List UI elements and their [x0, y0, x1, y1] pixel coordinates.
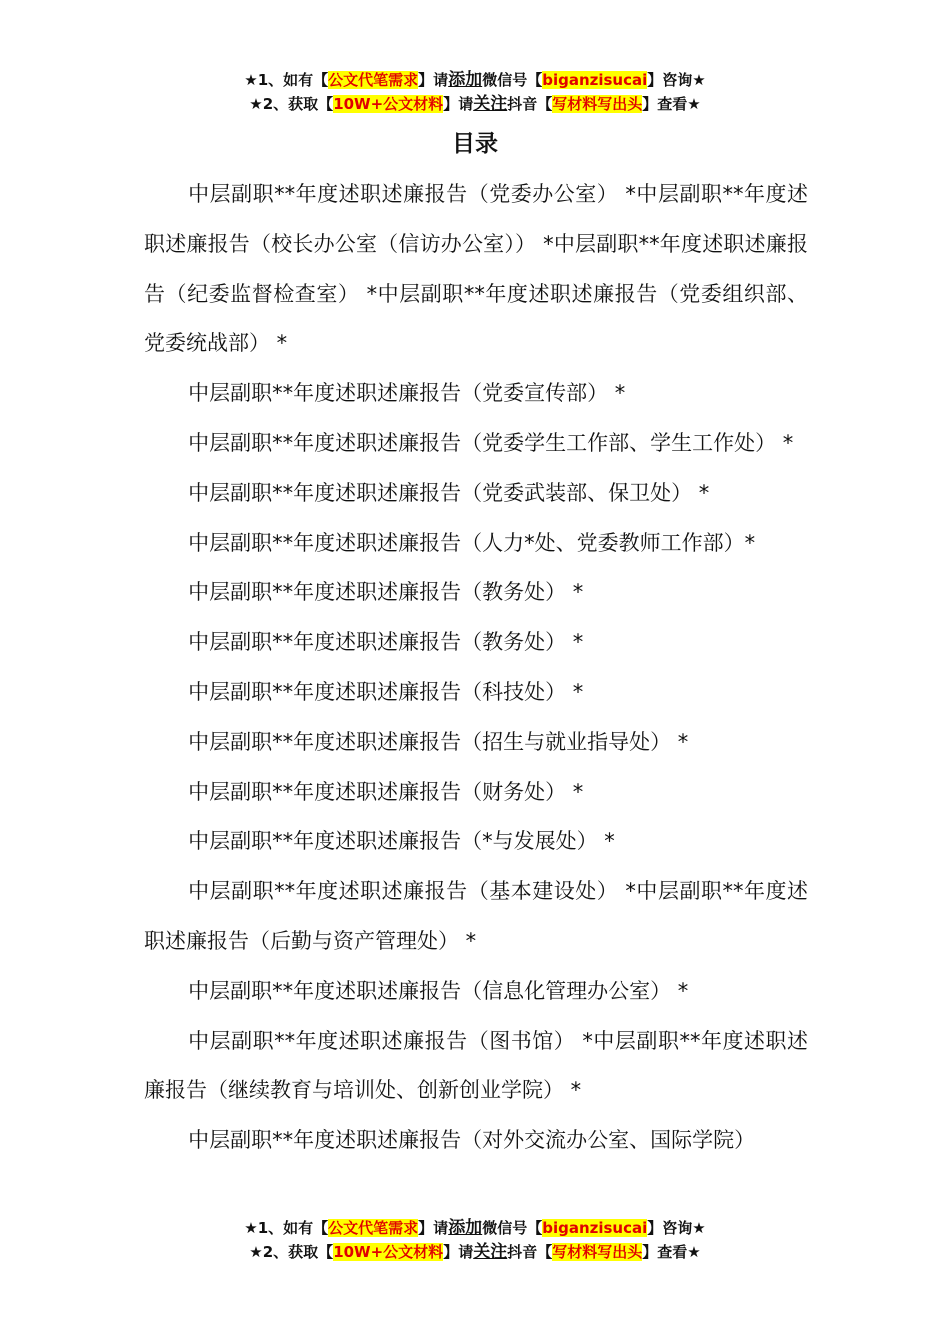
highlight-service: 公文代笔需求 [328, 1219, 419, 1237]
promo-banner-top [0, 68, 950, 116]
toc-paragraph: 中层副职**年度述职述廉报告（教务处） * [188, 630, 584, 655]
toc-paragraph: 中层副职**年度述职述廉报告（*与发展处） * [188, 829, 615, 854]
promo-line-1: ★1、如有【公文代笔需求】请添加微信号【biganzisucai】咨询★ [244, 70, 706, 90]
toc-body [144, 170, 808, 1166]
toc-paragraph: 中层副职**年度述职述廉报告（党委宣传部） * [188, 381, 626, 406]
promo-line-1: ★1、如有【公文代笔需求】请添加微信号【biganzisucai】咨询★ [244, 1218, 706, 1238]
highlight-wechat-id: biganzisucai [542, 71, 648, 89]
toc-paragraph: 中层副职**年度述职述廉报告（信息化管理办公室） * [188, 978, 689, 1003]
toc-paragraph: 中层副职**年度述职述廉报告（党委学生工作部、学生工作处） * [188, 430, 794, 455]
toc-paragraph: 中层副职**年度述职述廉报告（财务处） * [188, 779, 584, 804]
highlight-materials: 10W+公文材料 [333, 1243, 444, 1261]
promo-banner-bottom [0, 1216, 950, 1264]
toc-paragraph: 中层副职**年度述职述廉报告（教务处） * [188, 580, 584, 605]
toc-paragraph: 中层副职**年度述职述廉报告（党委武装部、保卫处） * [188, 480, 710, 505]
promo-line-2: ★2、获取【10W+公文材料】请关注抖音【写材料写出头】查看★ [249, 1242, 701, 1262]
toc-paragraph: 中层副职**年度述职述廉报告（基本建设处） *中层副职**年度述职述廉报告（后勤与资产管理处） * [144, 879, 808, 953]
toc-paragraph: 中层副职**年度述职述廉报告（人力*处、党委教师工作部）* [188, 530, 756, 555]
toc-paragraph: 中层副职**年度述职述廉报告（对外交流办公室、国际学院） [188, 1128, 756, 1153]
toc-paragraph: 中层副职**年度述职述廉报告（科技处） * [188, 679, 584, 704]
toc-paragraph: 中层副职**年度述职述廉报告（招生与就业指导处） * [188, 729, 689, 754]
highlight-service: 公文代笔需求 [328, 71, 419, 89]
highlight-douyin-id: 写材料写出头 [552, 1243, 643, 1261]
page-title: 目录 [452, 131, 498, 157]
highlight-wechat-id: biganzisucai [542, 1219, 648, 1237]
highlight-douyin-id: 写材料写出头 [552, 95, 643, 113]
highlight-materials: 10W+公文材料 [333, 95, 444, 113]
toc-paragraph: 中层副职**年度述职述廉报告（党委办公室） *中层副职**年度述职述廉报告（校长办公室（信访办公室）） *中层副职**年度述职述廉报告（纪委监督检查室） *中层副职**年度述职述廉报告（党委组织部、党委统战部） * [144, 182, 808, 356]
promo-line-2: ★2、获取【10W+公文材料】请关注抖音【写材料写出头】查看★ [249, 94, 701, 114]
toc-paragraph: 中层副职**年度述职述廉报告（图书馆） *中层副职**年度述职述廉报告（继续教育与培训处、创新创业学院） * [144, 1028, 808, 1103]
